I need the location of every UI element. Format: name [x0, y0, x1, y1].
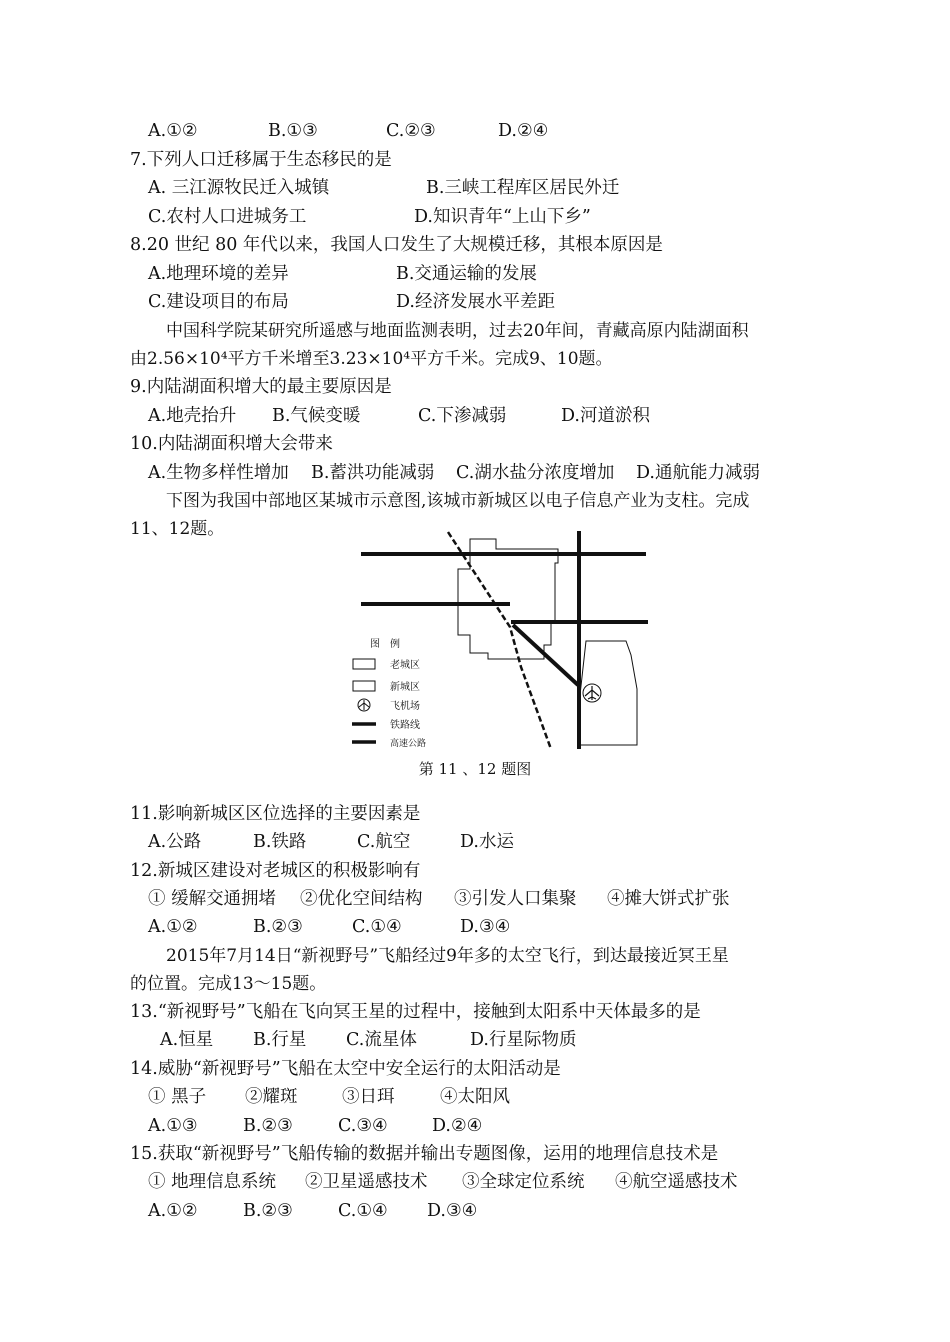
- passage3-line1: 2015年7月14日“新视野号”飞船经过9年多的太空飞行，到达最接近冥王星: [166, 946, 729, 966]
- q8-option-b: B.交通运输的发展: [396, 264, 537, 284]
- q6-option-a: A.①②: [148, 121, 198, 141]
- q7-option-a: A. 三江源牧民迁入城镇: [148, 178, 330, 198]
- q13-option-a: A.恒星: [160, 1030, 214, 1050]
- q14-item-3: ③日珥: [342, 1087, 395, 1107]
- airport-icon: [583, 684, 601, 702]
- q12-option-a: A.①②: [148, 917, 198, 937]
- q7-option-d: D.知识青年“上山下乡”: [414, 207, 591, 227]
- q10-option-d: D.通航能力减弱: [636, 463, 760, 483]
- q14-option-b: B.②③: [243, 1116, 293, 1136]
- q15-item-3: ③全球定位系统: [462, 1172, 585, 1192]
- q12-item-1: ① 缓解交通拥堵: [148, 889, 277, 909]
- q6-option-c: C.②③: [386, 121, 436, 141]
- q11-option-d: D.水运: [460, 832, 514, 852]
- q14-item-2: ②耀斑: [245, 1087, 298, 1107]
- q13-option-b: B.行星: [253, 1030, 307, 1050]
- q7-option-c: C.农村人口进城务工: [148, 207, 307, 227]
- q13-option-d: D.行星际物质: [470, 1030, 577, 1050]
- q15-option-a: A.①②: [148, 1201, 198, 1221]
- q11-stem: 11.影响新城区区位选择的主要因素是: [130, 804, 421, 824]
- q9-stem: 9.内陆湖面积增大的最主要原因是: [130, 377, 392, 397]
- figure-caption: 第 11 、12 题图: [418, 760, 532, 778]
- q12-item-4: ④摊大饼式扩张: [607, 889, 730, 909]
- passage2-line2: 11、12题。: [130, 519, 225, 539]
- legend-highway-label: 高速公路: [390, 739, 427, 749]
- q11-option-c: C.航空: [357, 832, 411, 852]
- q15-item-4: ④航空遥感技术: [615, 1172, 738, 1192]
- q15-option-d: D.③④: [427, 1201, 478, 1221]
- q15-item-2: ②卫星遥感技术: [305, 1172, 428, 1192]
- q15-stem: 15.获取“新视野号”飞船传输的数据并输出专题图像，运用的地理信息技术是: [130, 1144, 719, 1164]
- q11-option-a: A.公路: [148, 832, 202, 852]
- city-map-figure: [348, 527, 658, 755]
- legend-old-city-swatch: [353, 659, 375, 669]
- highway-diagonal: [513, 625, 578, 685]
- q15-item-1: ① 地理信息系统: [148, 1172, 277, 1192]
- q10-stem: 10.内陆湖面积增大会带来: [130, 434, 333, 454]
- q10-option-a: A.生物多样性增加: [148, 463, 289, 483]
- q9-option-b: B.气候变暖: [272, 406, 361, 426]
- q6-option-b: B.①③: [268, 121, 318, 141]
- q9-option-a: A.地壳抬升: [148, 406, 237, 426]
- q14-option-a: A.①③: [148, 1116, 198, 1136]
- passage1-line1: 中国科学院某研究所遥感与地面监测表明，过去20年间，青藏高原内陆湖面积: [166, 321, 749, 341]
- q12-item-2: ②优化空间结构: [300, 889, 423, 909]
- passage3-line2: 的位置。完成13～15题。: [130, 974, 327, 994]
- q12-option-d: D.③④: [460, 917, 511, 937]
- q8-option-a: A.地理环境的差异: [148, 264, 289, 284]
- q14-item-1: ① 黑子: [148, 1087, 207, 1107]
- q12-item-3: ③引发人口集聚: [454, 889, 577, 909]
- legend-new-city-label: 新城区: [390, 682, 420, 693]
- legend-airport-label: 飞机场: [390, 701, 420, 712]
- old-city-area: [458, 539, 558, 659]
- q9-option-d: D.河道淤积: [561, 406, 650, 426]
- legend-railway-label: 铁路线: [390, 720, 420, 731]
- q14-item-4: ④太阳风: [440, 1087, 510, 1107]
- q12-stem: 12.新城区建设对老城区的积极影响有: [130, 861, 421, 881]
- q13-stem: 13.“新视野号”飞船在飞向冥王星的过程中，接触到太阳系中天体最多的是: [130, 1002, 701, 1022]
- q15-option-b: B.②③: [243, 1201, 293, 1221]
- q14-option-d: D.②④: [432, 1116, 483, 1136]
- legend-new-city-swatch: [353, 681, 375, 691]
- q12-option-c: C.①④: [352, 917, 402, 937]
- q10-option-b: B.蓄洪功能减弱: [311, 463, 435, 483]
- legend-airport-icon: [358, 699, 370, 711]
- q8-option-c: C.建设项目的布局: [148, 292, 289, 312]
- q14-option-c: C.③④: [338, 1116, 388, 1136]
- legend-title: 图 例: [370, 639, 400, 650]
- passage1-line2: 由2.56×10⁴平方千米增至3.23×10⁴平方千米。完成9、10题。: [130, 349, 613, 369]
- q8-stem: 8.20 世纪 80 年代以来，我国人口发生了大规模迁移，其根本原因是: [130, 235, 663, 255]
- q10-option-c: C.湖水盐分浓度增加: [456, 463, 615, 483]
- q7-stem: 7.下列人口迁移属于生态移民的是: [130, 150, 392, 170]
- q8-option-d: D.经济发展水平差距: [396, 292, 555, 312]
- q13-option-c: C.流星体: [346, 1030, 417, 1050]
- railway-line: [448, 532, 551, 749]
- q15-option-c: C.①④: [338, 1201, 388, 1221]
- legend-old-city-label: 老城区: [390, 660, 420, 671]
- q14-stem: 14.威胁“新视野号”飞船在太空中安全运行的太阳活动是: [130, 1059, 561, 1079]
- q6-option-d: D.②④: [498, 121, 549, 141]
- q12-option-b: B.②③: [253, 917, 303, 937]
- q9-option-c: C.下渗减弱: [418, 406, 507, 426]
- q11-option-b: B.铁路: [253, 832, 307, 852]
- q7-option-b: B.三峡工程库区居民外迁: [426, 178, 620, 198]
- passage2-line1: 下图为我国中部地区某城市示意图,该城市新城区以电子信息产业为支柱。完成: [166, 491, 750, 511]
